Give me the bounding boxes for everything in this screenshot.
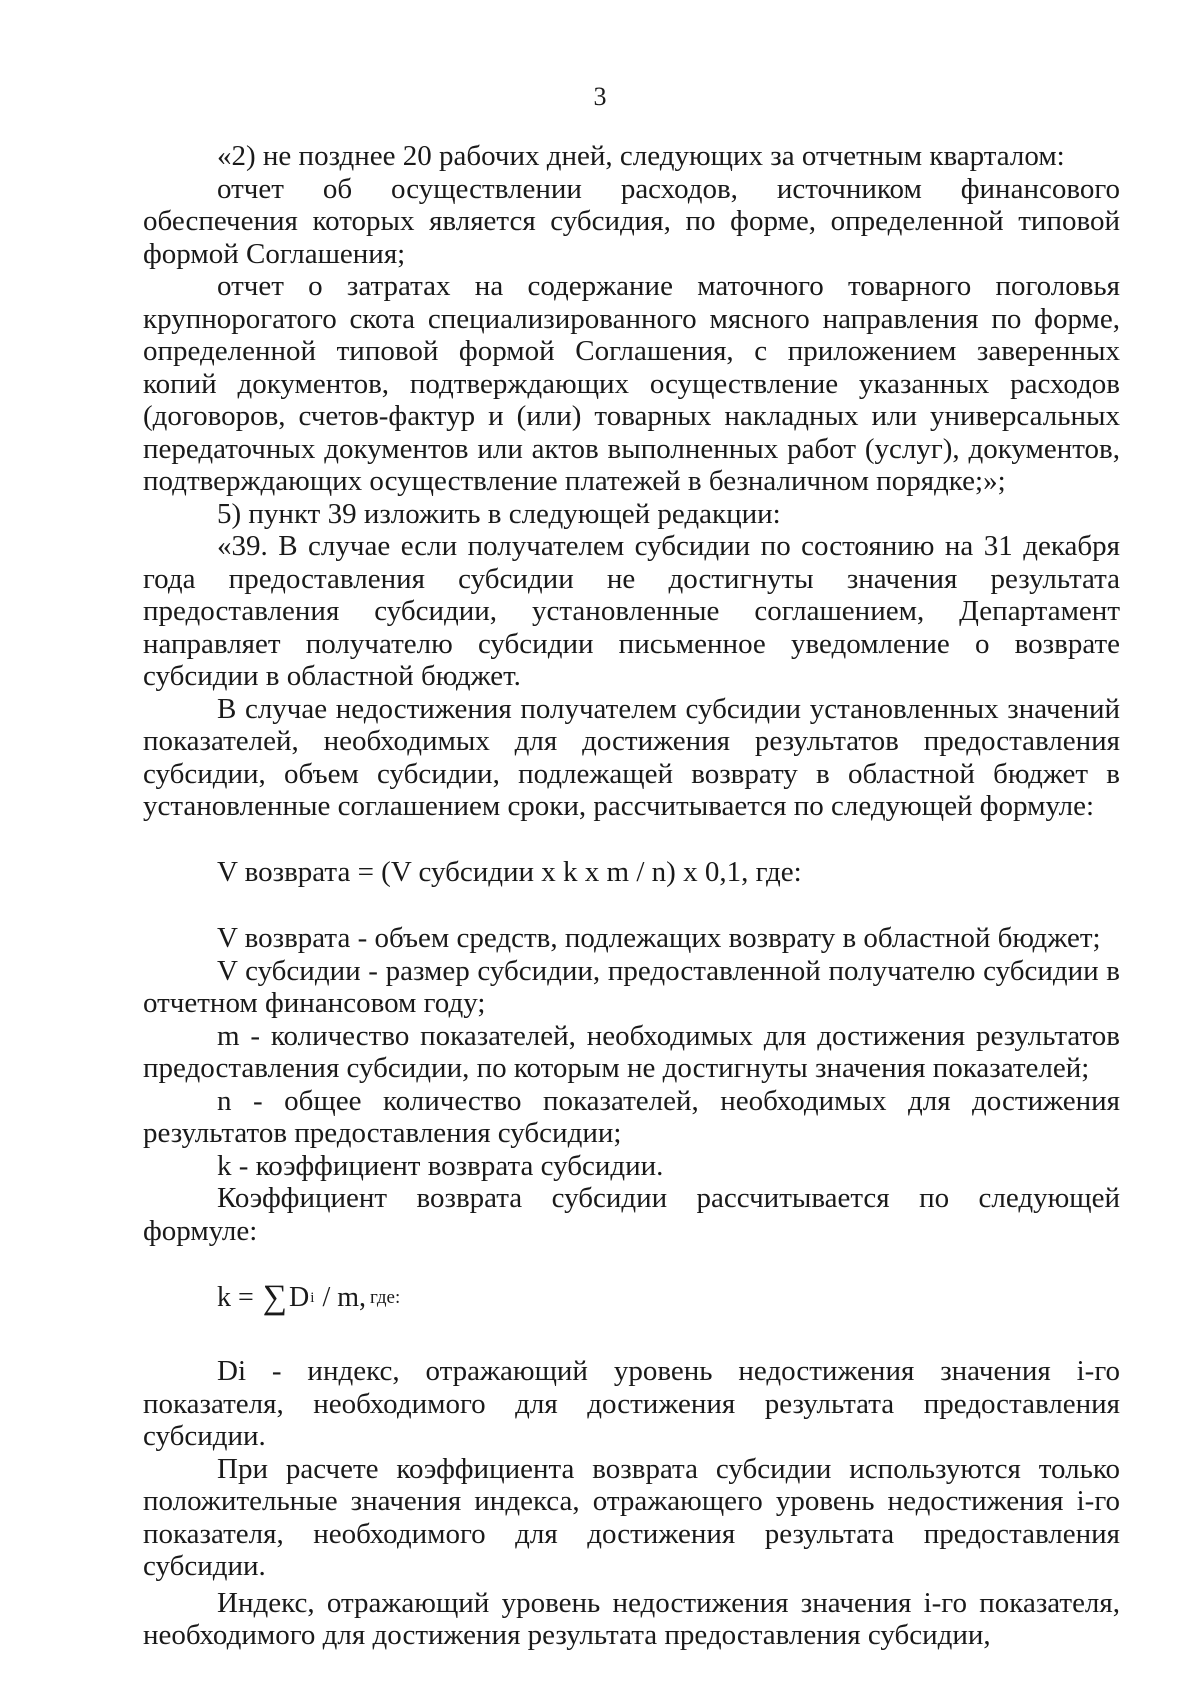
formula-subscript-i: i [310, 1289, 315, 1306]
definition-m: m - количество показателей, необходимых для достижения результатов предоставления субсидии, по которым не достигнуты значения показателей; [143, 1019, 1120, 1084]
return-volume-formula: V возврата = (V субсидии x k x m / n) x 0,1, где: [217, 855, 802, 888]
definition-k: k - коэффициент возврата субсидии. [217, 1149, 664, 1182]
formula-rest: / m, [322, 1281, 367, 1313]
formula-lhs: k = [217, 1281, 254, 1313]
definition-v-return: V возврата - объем средств, подлежащих возврату в областной бюджет; [217, 922, 1101, 954]
sum-symbol: ∑ [262, 1279, 288, 1316]
paragraph-coefficient-intro: Коэффициент возврата субсидии рассчитывается по следующей формуле: [143, 1182, 1120, 1247]
definition-di: Di - индекс, отражающий уровень недостижения значения i-го показателя, необходимого для достижения результата предоставления субсидии. [143, 1355, 1120, 1452]
definition-n: n - общее количество показателей, необходимых для достижения результатов предоставления субсидии; [143, 1084, 1120, 1149]
paragraph-index-start: Индекс, отражающий уровень недостижения значения i-го показателя, необходимого для достижения результата предоставления субсидии, [143, 1586, 1120, 1651]
paragraph-clause-39: «39. В случае если получателем субсидии по состоянию на 31 декабря года предоставления субсидии не достигнуты значения результата предоставления субсидии, установленные соглашением, Департамент направляет получателю субсидии письменное уведомление о возврате субсидии в областной бюджет. [143, 530, 1120, 692]
formula-d: D [289, 1281, 310, 1313]
paragraph-deadline: «2) не позднее 20 рабочих дней, следующих за отчетным кварталом: [217, 140, 1065, 172]
coefficient-formula [143, 1277, 1120, 1319]
paragraph-positive-values: При расчете коэффициента возврата субсидии используются только положительные значения индекса, отражающего уровень недостижения i-го показателя, необходимого для достижения результата предоставления субсидии. [143, 1452, 1120, 1582]
paragraph-non-achievement: В случае недостижения получателем субсидии установленных значений показателей, необходимых для достижения результатов предоставления субсидии, объем субсидии, подлежащей возврату в областной бюджет в установленные соглашением сроки, рассчитывается по следующей формуле: [143, 692, 1120, 822]
document-body [143, 140, 1120, 1652]
formula-where: где: [370, 1286, 401, 1308]
paragraph-item-5: 5) пункт 39 изложить в следующей редакции: [217, 497, 781, 530]
paragraph-expense-report: отчет об осуществлении расходов, источником финансового обеспечения которых является субсидия, по форме, определенной типовой формой Соглашения; [143, 172, 1120, 270]
definition-v-subsidy: V субсидии - размер субсидии, предоставленной получателю субсидии в отчетном финансовом году; [143, 954, 1120, 1019]
page-number: 3 [593, 82, 607, 111]
paragraph-cattle-cost-report: отчет о затратах на содержание маточного товарного поголовья крупнорогатого скота специализированного мясного направления по форме, определенной типовой формой Соглашения, с приложением заверенных копий документов, подтверждающих осуществление указанных расходов (договоров, счетов-фактур и (или) товарных накладных или универсальных передаточных документов или актов выполненных работ (услуг), документов, подтверждающих осуществление платежей в безналичном порядке;»; [143, 270, 1120, 497]
